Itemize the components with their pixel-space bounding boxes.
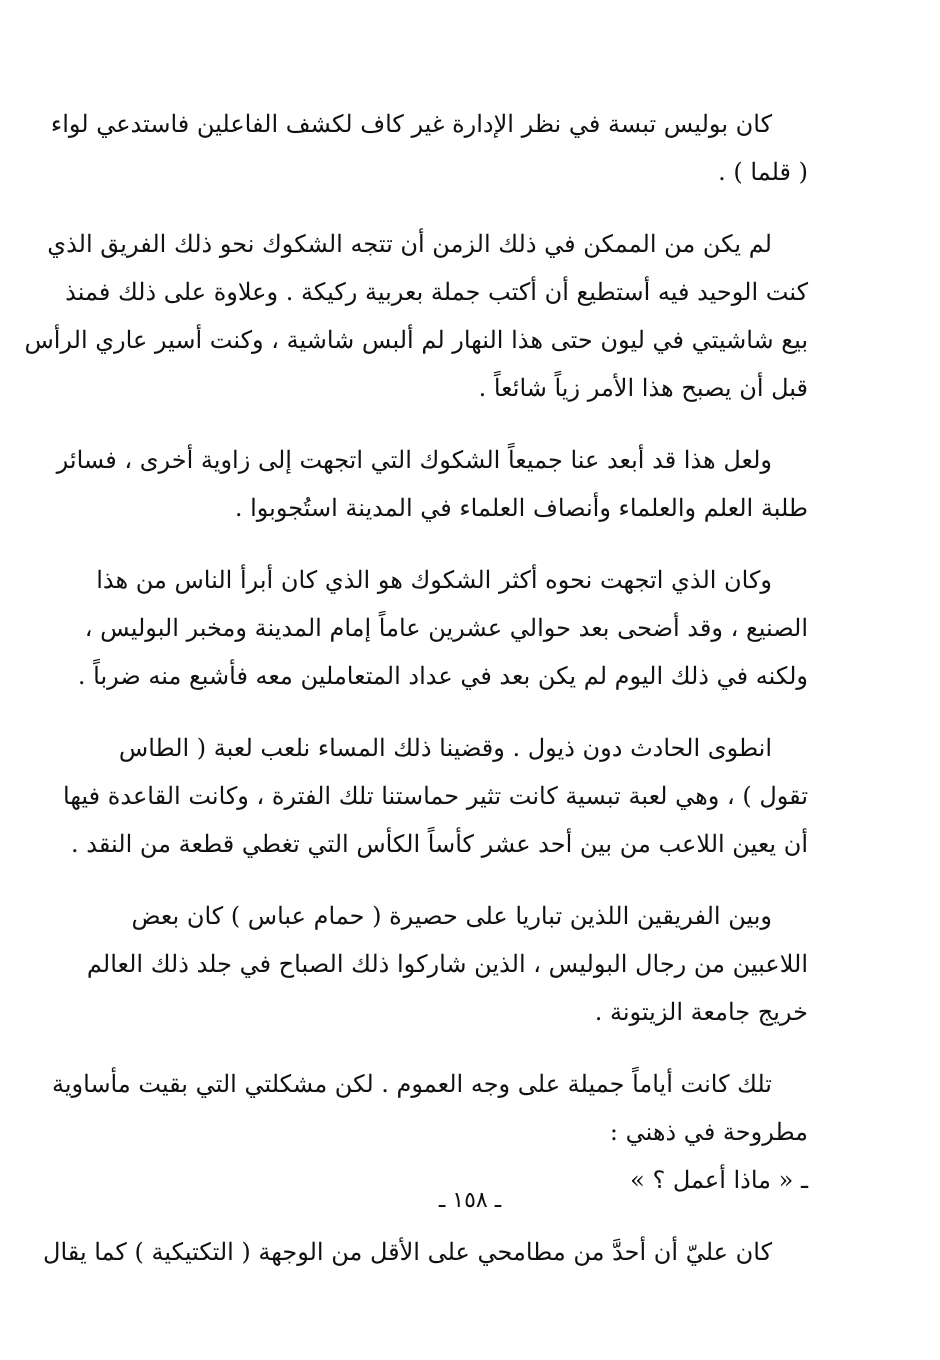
paragraph-8 bbox=[43, 1228, 808, 1276]
paragraph-2 bbox=[24, 220, 808, 412]
paragraph-line: انطوى الحادث دون ذيول . وقضينا ذلك المساء نلعب لعبة ( الطاس bbox=[118, 734, 772, 762]
body-text bbox=[24, 100, 808, 1300]
paragraph-4 bbox=[77, 556, 808, 700]
paragraph-line: اللاعبين من رجال البوليس ، الذين شاركوا ذلك الصباح في جلد ذلك العالم bbox=[86, 950, 808, 978]
paragraph-line: الصنيع ، وقد أضحى بعد حوالي عشرين عاماً إمام المدينة ومخبر البوليس ، bbox=[84, 614, 808, 642]
paragraph-line: كان عليّ أن أحدَّ من مطامحي على الأقل من الوجهة ( التكتيكية ) كما يقال bbox=[43, 1238, 772, 1266]
paragraph-line: وبين الفريقين اللذين تباريا على حصيرة ( حمام عباس ) كان بعض bbox=[131, 902, 772, 930]
paragraph-line: خريج جامعة الزيتونة . bbox=[594, 998, 808, 1026]
paragraph-6 bbox=[86, 892, 808, 1036]
paragraph-line: مطروحة في ذهني : bbox=[609, 1118, 808, 1146]
paragraph-line: تقول ) ، وهي لعبة تبسية كانت تثير حماستنا تلك الفترة ، وكانت القاعدة فيها bbox=[63, 782, 808, 810]
paragraph-line: بيع شاشيتي في ليون حتى هذا النهار لم ألبس شاشية ، وكنت أسير عاري الرأس bbox=[24, 326, 808, 354]
paragraph-7 bbox=[52, 1060, 808, 1204]
paragraph-line: كان بوليس تبسة في نظر الإدارة غير كاف لكشف الفاعلين فاستدعي لواء bbox=[50, 110, 772, 138]
page-number: ـ ١٥٨ ـ bbox=[438, 1188, 502, 1213]
paragraph-line: وكان الذي اتجهت نحوه أكثر الشكوك هو الذي كان أبرأ الناس من هذا bbox=[96, 566, 772, 594]
paragraph-line: طلبة العلم والعلماء وأنصاف العلماء في المدينة استُجوبوا . bbox=[234, 494, 808, 522]
paragraph-line: ( قلما ) . bbox=[718, 158, 808, 186]
paragraph-5 bbox=[63, 724, 808, 868]
paragraph-line: قبل أن يصبح هذا الأمر زياً شائعاً . bbox=[478, 374, 808, 402]
paragraph-line: ولكنه في ذلك اليوم لم يكن بعد في عداد المتعاملين معه فأشبع منه ضرباً . bbox=[77, 662, 808, 690]
paragraph-line: أن يعين اللاعب من بين أحد عشر كأساً الكأس التي تغطي قطعة من النقد . bbox=[71, 830, 808, 858]
paragraph-line: كنت الوحيد فيه أستطيع أن أكتب جملة بعربية ركيكة . وعلاوة على ذلك فمنذ bbox=[65, 278, 808, 306]
paragraph-3 bbox=[56, 436, 808, 532]
paragraph-line: تلك كانت أياماً جميلة على وجه العموم . لكن مشكلتي التي بقيت مأساوية bbox=[52, 1070, 772, 1098]
paragraph-line: لم يكن من الممكن في ذلك الزمن أن تتجه الشكوك نحو ذلك الفريق الذي bbox=[47, 230, 772, 258]
paragraph-line: ولعل هذا قد أبعد عنا جميعاً الشكوك التي اتجهت إلى زاوية أخرى ، فسائر bbox=[56, 446, 772, 474]
paragraph-1 bbox=[50, 100, 808, 196]
dialogue-quote: ـ « ماذا أعمل ؟ » bbox=[630, 1166, 808, 1194]
